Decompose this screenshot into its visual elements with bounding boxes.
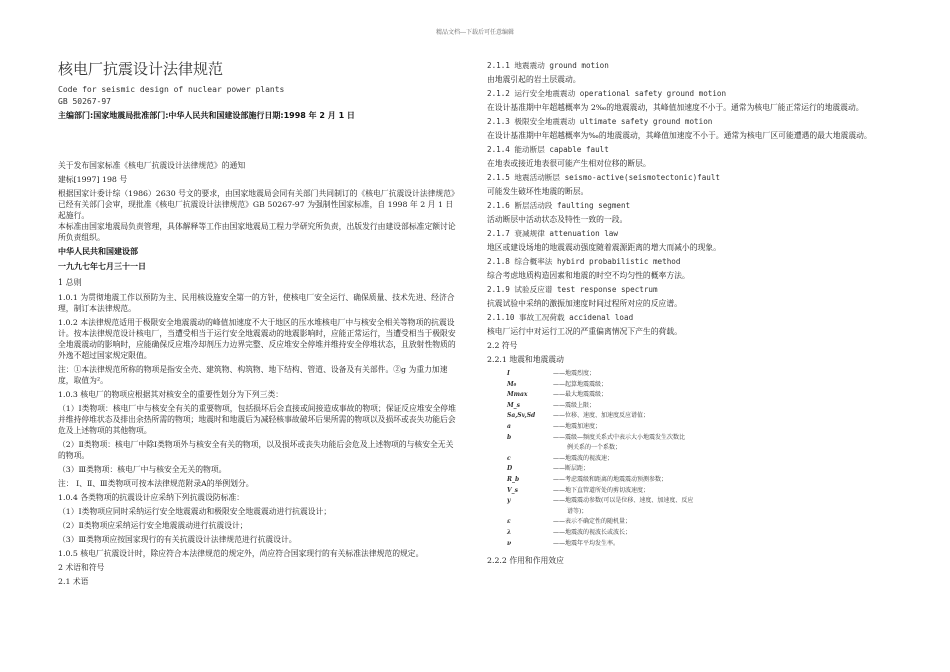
symbol-row (507, 422, 897, 433)
term-2-1-4: 2.1.4 能动断层 capable fault (487, 145, 609, 154)
symbol-row (507, 380, 897, 391)
symbol-description: ——断层距； (553, 465, 590, 473)
symbol-row (507, 517, 897, 528)
symbol-row (507, 475, 897, 486)
symbol-description: 谱等)； (567, 507, 588, 515)
symbol-row (507, 411, 897, 422)
term-2-1-1: 2.1.1 地震震动 ground motion (487, 61, 609, 70)
clause-1-0-5: 1.0.5 核电厂抗震设计时，除应符合本法律规范的规定外，尚应符合国家现行的有关标准法律规范的规定。 (58, 549, 424, 558)
symbol: D (507, 465, 513, 473)
note-1: 注：①本法律规范所称的物项是指安全壳、建筑物、构筑物、地下结构、管道、设备及有关部件。②g 为重力加速度，取值为²。 (58, 365, 448, 385)
symbol-description: ——考虑震级和距离的地震震动预测参数； (553, 475, 668, 483)
term-2-1-10-desc: 核电厂运行中对运行工况的严重偏离情况下产生的荷载。 (487, 327, 682, 336)
symbol-description: ——地震烈度； (553, 370, 596, 377)
notice-paragraph-2: 本标准由国家地震局负责管理，具体解释等工作由国家地震局工程力学研究所负责，出版发行由建设部标准定额讨论所负责组织。 (58, 222, 456, 242)
symbol-description: ——地下直管道所处的剪切波速度； (553, 486, 650, 494)
clause-1-0-3: 1.0.3 核电厂的物项应根据其对核安全的重要性划分为下列三类： (58, 390, 284, 399)
section-2-2-2-heading: 2.2.2 作用和作用效应 (487, 556, 564, 566)
clause-1-0-3-item-1: （1）Ⅰ类物项：核电厂中与核安全有关的重要物项，包括损坏后会直接或间接造成事故的物项；保证反应堆安全停堆并维持停堆状态及排出余热所需的物项；地震时和地震后为减轻核事故破坏后果所需的物项以及损坏或丧失功能后会危及上述物项的其他物项。 (58, 404, 456, 435)
symbol-description: ——位移、速度、加速度反应谱值； (553, 412, 650, 420)
clause-1-0-4-item-2: （2）Ⅱ类物项应采纳运行安全地震震动进行抗震设计； (58, 521, 248, 530)
term-2-1-9: 2.1.9 试验反应谱 test response spectrum (487, 285, 658, 294)
section-2-heading: 2 术语和符号 (58, 563, 105, 572)
symbol-description: ——地震年平均发生率。 (553, 539, 620, 547)
symbol-description: ——起算地震震级； (553, 380, 608, 388)
symbol (507, 443, 553, 454)
clause-1-0-2: 1.0.2 本法律规范适用于极限安全地震震动的峰值加速度不大于地区的压水堆核电厂中与核安全相关等物项的抗震设计。按本法律规范设计核电厂，当遭受相当于运行安全地震震动的地震影响时，应能正常运行，当遭受相当于极限安全地震震动的影响时，应能确保反应堆冷却剂压力边界完整、反应堆安全停堆并维持安全停堆状态，且放射性物质的外逸不超过国家规定限值。 (58, 318, 456, 360)
right-column (487, 60, 897, 566)
symbol: Mmax (507, 391, 528, 399)
notice-number: 建标[1997] 198 号 (58, 175, 128, 184)
symbol-description: ——地震波的视波长或波长； (553, 528, 632, 536)
section-2-2-1-heading: 2.2.1 地震和地震震动 (487, 355, 564, 364)
section-2-2-heading: 2.2 符号 (487, 341, 518, 350)
symbol: I (507, 370, 510, 377)
symbol-row (507, 464, 897, 475)
clause-1-0-3-item-2: （2）Ⅱ类物项：核电厂中除Ⅰ类物项外与核安全有关的物项，以及损坏或丧失功能后会危及上述物项的与核安全无关的物项。 (58, 440, 454, 460)
term-2-1-5: 2.1.5 地震活动断层 seismo-active(seismotectonic)fault (487, 173, 721, 182)
section-1-heading: 1 总则 (58, 278, 82, 287)
symbol: M₀ (507, 380, 517, 388)
symbol: y (507, 497, 511, 505)
symbol: a (507, 422, 511, 430)
symbol-row (507, 433, 897, 444)
symbol-description: ——地震波的视波速； (553, 454, 614, 462)
symbol: b (507, 433, 512, 441)
clause-1-0-4-item-3: （3）Ⅲ类物项应按国家现行的有关抗震设计法律规范进行抗震设计。 (58, 535, 297, 544)
symbol (507, 507, 553, 518)
symbol: M_s (507, 401, 521, 409)
term-2-1-5-desc: 可能发生破坏性地震的断层。 (487, 187, 589, 196)
clause-1-0-1: 1.0.1 为贯彻地震工作以预防为主、民用核设施安全第一的方针，使核电厂安全运行、确保质量、技术先进、经济合理，制订本法律规范。 (58, 293, 455, 313)
english-title: Code for seismic design of nuclear power plants (58, 85, 285, 94)
clause-1-0-4: 1.0.4 各类物项的抗震设计应采纳下列抗震设防标准： (58, 493, 245, 502)
standard-code: GB 50267-97 (58, 97, 111, 106)
issue-date: 一九九七年七月三十一日 (58, 262, 146, 271)
symbol-description: ——地震震动参数(可以是位移、速度、加速度、反应 (553, 497, 694, 505)
symbol-description: ——震级—频度关系式中表示大小地震发生次数比 (553, 433, 686, 441)
symbol-description: ——震级上限； (553, 401, 596, 409)
term-2-1-10: 2.1.10 事故工况荷载 accidenal load (487, 313, 634, 322)
note-2: 注： Ⅰ、Ⅱ、Ⅲ类物项可按本法律规范附录A的举例划分。 (58, 479, 254, 488)
term-2-1-8: 2.1.8 综合概率法 hybird probabilistic method (487, 257, 681, 266)
term-2-1-2: 2.1.2 运行安全地震震动 operational safety ground motion (487, 89, 727, 98)
symbol: ν (507, 539, 512, 547)
symbol: ε (507, 518, 511, 526)
left-column (58, 60, 458, 587)
symbol: c (507, 454, 511, 462)
term-2-1-8-desc: 综合考虑地质构造因素和地震的时空不均匀性的概率方法。 (487, 271, 690, 280)
symbol: λ (507, 528, 512, 536)
symbol-row (507, 390, 897, 401)
document-title: 核电厂抗震设计法律规范 (58, 60, 224, 78)
authority-line: 主编部门:国家地震局批准部门:中华人民共和国建设部施行日期:1998 年 2 月 1 日 (58, 111, 355, 120)
term-2-1-6: 2.1.6 断层活动段 faulting segment (487, 201, 631, 210)
term-2-1-2-desc: 在设计基准期中年超越概率为 2‰的地震震动，其峰值加速度不小于。通常为核电厂能正常运行的地震震动。 (487, 103, 864, 112)
term-2-1-1-desc: 由地震引起的岩土层震动。 (487, 75, 581, 84)
term-2-1-7-desc: 地区或建设场地的地震震动强度随着震源距离的增大而减小的现象。 (487, 243, 721, 252)
symbol-row (507, 443, 897, 454)
symbol-row (507, 454, 897, 465)
section-2-1-heading: 2.1 术语 (58, 577, 89, 586)
symbol-list (507, 369, 897, 549)
header-note: 精品文档---下载后可任意编辑 (435, 29, 515, 36)
term-2-1-3-desc: 在设计基准期中年超越概率为‰的地震震动，其峰值加速度不小于。通常为核电厂区可能遭遇的最大地震震动。 (487, 131, 872, 140)
symbol-row (507, 539, 897, 550)
symbol-row (507, 401, 897, 412)
term-2-1-9-desc: 抗震试验中采纳的激振加速度时间过程所对应的反应谱。 (487, 299, 682, 308)
term-2-1-4-desc: 在地表或接近地表很可能产生相对位移的断层。 (487, 159, 651, 168)
notice-paragraph-1: 根据国家计委计综（1986）2630 号文的要求，由国家地震局会同有关部门共同制订的《核电厂抗震设计法律规范》已经有关部门会审，现批准《核电厂抗震设计法律规范》GB 50267-97 为强制性国家标准，自 1998 年 2 月 1 日起施行。 (58, 189, 455, 220)
symbol-description: ——地震加速度； (553, 422, 602, 430)
symbol: R_b (507, 475, 520, 483)
symbol-row (507, 507, 897, 518)
symbol-row (507, 369, 897, 380)
issuer: 中华人民共和国建设部 (58, 247, 138, 256)
symbol-row (507, 496, 897, 507)
symbol-description: ——最大地震震级； (553, 391, 608, 399)
clause-1-0-3-item-3: （3）Ⅲ类物项：核电厂中与核安全无关的物项。 (58, 465, 227, 474)
symbol-row (507, 486, 897, 497)
term-2-1-6-desc: 活动断层中活动状态及特性一致的一段。 (487, 215, 628, 224)
symbol: V_s (507, 486, 519, 494)
symbol: Sa,Sv,Sd (507, 412, 536, 420)
term-2-1-3: 2.1.3 极限安全地震震动 ultimate safety ground motion (487, 117, 713, 126)
clause-1-0-4-item-1: （1）Ⅰ类物项应同时采纳运行安全地震震动和极限安全地震震动进行抗震设计； (58, 507, 332, 516)
symbol-description: ——表示不确定性的随机量； (553, 518, 632, 526)
term-2-1-7: 2.1.7 衰减规律 attenuation law (487, 229, 618, 238)
notice-title: 关于发布国家标准《核电厂抗震设计法律规范》的通知 (58, 161, 246, 170)
symbol-row (507, 528, 897, 539)
symbol-description: 例关系的一个系数； (567, 444, 622, 452)
